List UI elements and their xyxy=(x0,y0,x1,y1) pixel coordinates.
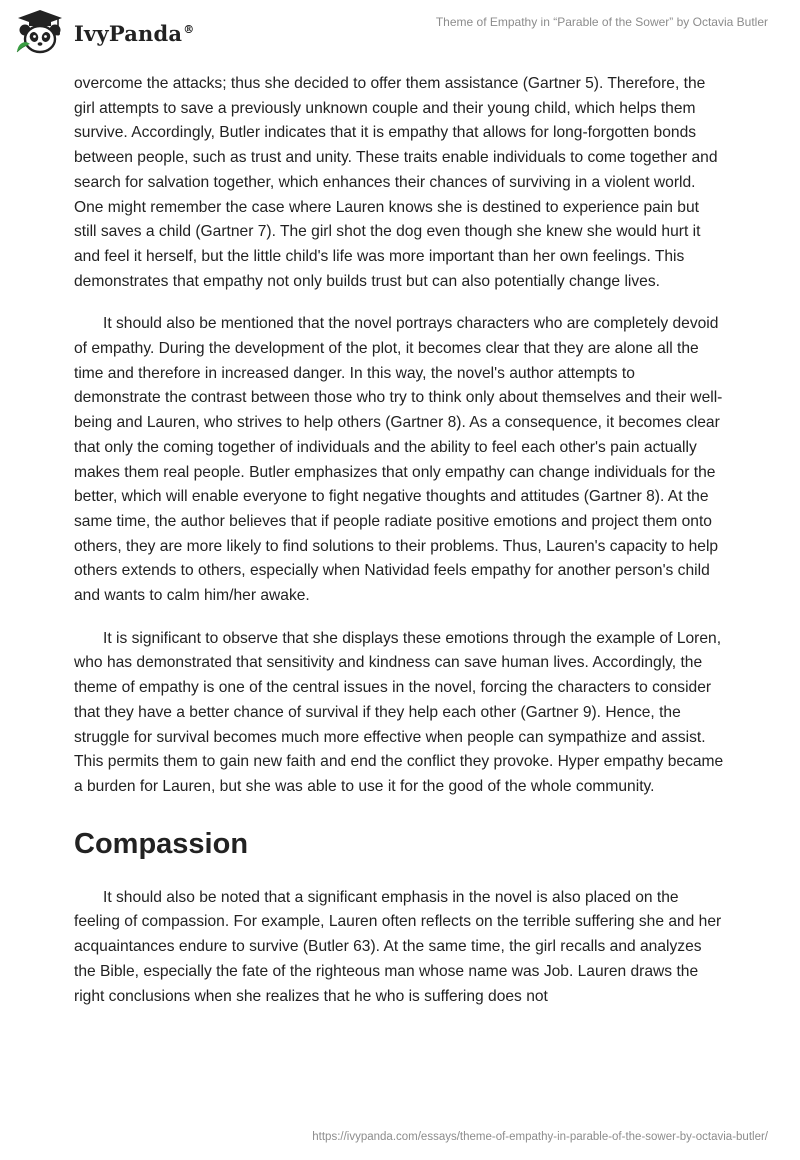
section-heading-compassion: Compassion xyxy=(74,827,249,860)
ivypanda-logo[interactable] xyxy=(14,8,194,56)
paragraph-gap xyxy=(74,609,724,627)
paragraph-gap xyxy=(74,294,724,312)
paragraph: It should also be mentioned that the novel portrays characters who are completely devoid of empathy. During the development of the plot, it becomes clear that they are alone all the time and therefore in increased danger. In this way, the novel's author attempts to demonstrate the contrast between those who try to think only about themselves and their well-being and Lauren, who strives to help others (Gartner 8). As a consequence, it becomes clear that only the coming together of individuals and the ability to feel each other's pain actually makes them real people. Butler emphasizes that only empathy can change individuals for the better, which will enable everyone to fight negative thoughts and attitudes (Gartner 8). At the same time, the author believes that if people radiate positive emotions and project them onto others, they are more likely to find solutions to their problems. Thus, Lauren's capacity to help others extends to others, especially when Natividad feels empathy for another person's child and wants to calm him/her awake. xyxy=(74,315,723,605)
panda-graduate-icon xyxy=(14,8,66,56)
essay-body xyxy=(74,72,724,1009)
brand-wordmark: IvyPanda xyxy=(74,20,183,46)
registered-mark: ® xyxy=(183,22,195,36)
source-url[interactable]: https://ivypanda.com/essays/theme-of-empathy-in-parable-of-the-sower-by-octavia-butler/ xyxy=(312,1131,768,1143)
page-header xyxy=(0,0,800,64)
paragraph: It should also be noted that a significant emphasis in the novel is also placed on the feeling of compassion. For example, Lauren often reflects on the terrible suffering she and her acquaintances endure to survive (Butler 63). At the same time, the girl recalls and analyzes the Bible, especially the fate of the righteous man whose name was Job. Lauren draws the right conclusions when she realizes that he who is suffering does not xyxy=(74,888,722,1005)
brand-name xyxy=(74,21,194,46)
paragraph-continued: overcome the attacks; thus she decided to offer them assistance (Gartner 5). Therefore, the girl attempts to save a previously unknown couple and their young child, which helps them survive. Accordingly, Butler indicates that it is empathy that allows for long-forgotten bonds between people, such as trust and unity. These traits enable individuals to come together and search for salvation together, which enhances their chances of surviving in a violent world. One might remember the case where Lauren knows she is destined to experience pain but still saves a child (Gartner 7). The girl shot the dog even though she knew she would hurt it and feel it herself, but the little child's life was more important than her own feelings. This demonstrates that empathy not only builds trust but can also potentially change lives. xyxy=(74,75,718,290)
paragraph: It is significant to observe that she displays these emotions through the example of Loren, who has demonstrated that sensitivity and kindness can save human lives. Accordingly, the theme of empathy is one of the central issues in the novel, forcing the characters to consider that they have a better chance of survival if they help each other (Gartner 9). Hence, the struggle for survival becomes much more effective when people can sympathize and assist. This permits them to gain new faith and end the conflict they provoke. Hyper empathy became a burden for Lauren, but she was able to use it for the good of the whole community. xyxy=(74,629,724,795)
document-title: Theme of Empathy in “Parable of the Sower” by Octavia Butler xyxy=(435,15,768,29)
